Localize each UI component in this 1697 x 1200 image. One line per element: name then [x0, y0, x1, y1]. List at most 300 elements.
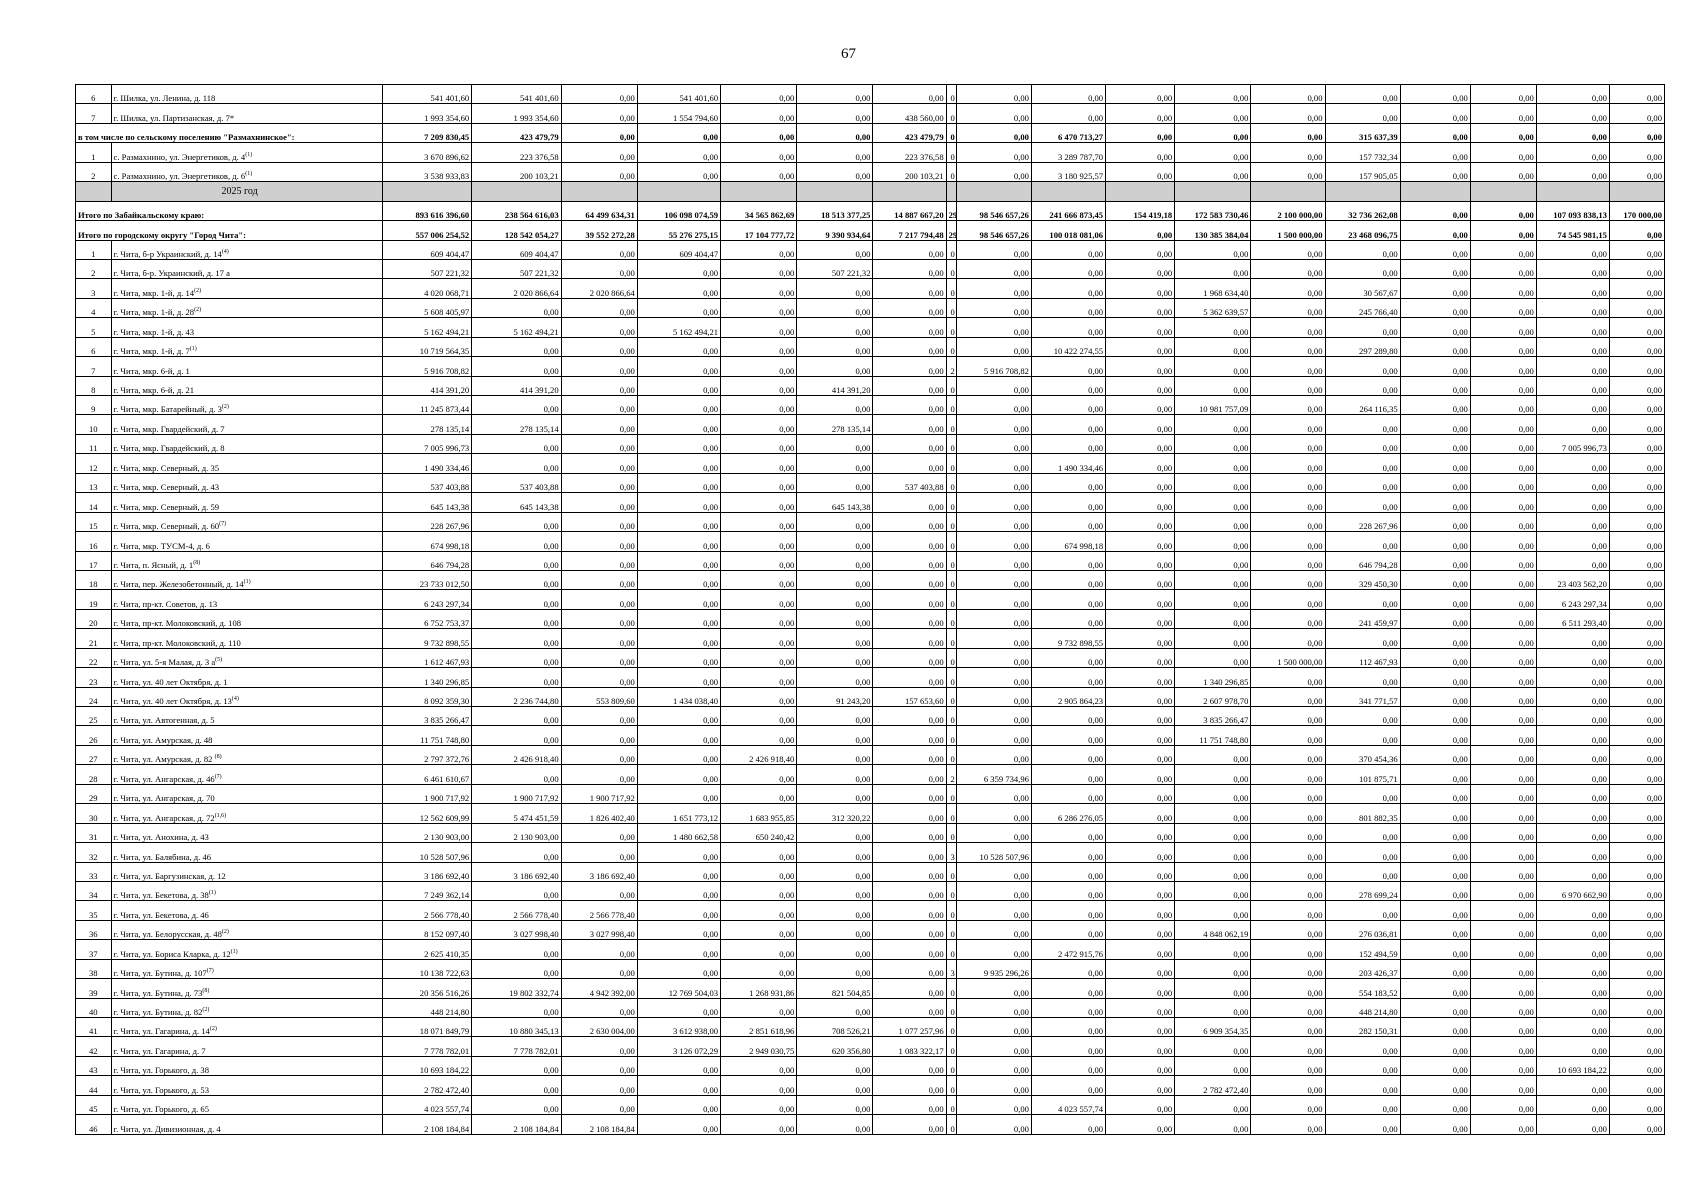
- value-cell: 0,00: [1470, 259, 1536, 278]
- value-cell: 200 103,21: [873, 162, 946, 181]
- value-cell: 0,00: [1536, 357, 1609, 376]
- value-cell: 0,00: [1251, 1018, 1325, 1037]
- value-cell: 0,00: [1609, 318, 1664, 337]
- value-cell: 0,00: [1175, 415, 1251, 434]
- value-cell: 6 243 297,34: [1536, 590, 1609, 609]
- value-cell: 0,00: [1175, 629, 1251, 648]
- value-cell: 0,00: [873, 765, 946, 784]
- value-cell: 0,00: [956, 998, 1031, 1017]
- value-cell: 0,00: [637, 940, 720, 959]
- value-cell: 7 209 830,45: [382, 123, 471, 142]
- value-cell: 0,00: [1106, 745, 1175, 764]
- value-cell: 0,00: [1031, 259, 1105, 278]
- value-cell: 893 616 396,60: [382, 201, 471, 220]
- row-number: 33: [76, 862, 112, 881]
- value-cell: 0,00: [472, 707, 561, 726]
- section-blank-cell: [956, 182, 1031, 201]
- value-cell: 0,00: [797, 881, 873, 900]
- value-cell: 0,00: [1251, 396, 1325, 415]
- table-body: [76, 85, 1665, 1135]
- value-cell: 0,00: [956, 551, 1031, 570]
- value-cell: 0,00: [472, 590, 561, 609]
- row-address: г. Чита, п. Ясный, д. 1$^{(8)}$: [111, 551, 382, 570]
- table-row: [76, 376, 1665, 395]
- value-cell: 0: [946, 123, 956, 142]
- value-cell: 0,00: [1106, 648, 1175, 667]
- value-cell: 0,00: [1400, 920, 1470, 939]
- table-row: [76, 454, 1665, 473]
- value-cell: 0,00: [1400, 590, 1470, 609]
- value-cell: 0: [946, 609, 956, 628]
- row-address: г. Чита, ул. Анохина, д. 43: [111, 823, 382, 842]
- row-address: г. Чита, мкр. Гвардейский, д. 8: [111, 434, 382, 453]
- value-cell: 0,00: [797, 920, 873, 939]
- value-cell: 674 998,18: [1031, 532, 1105, 551]
- table-row: [76, 512, 1665, 531]
- value-cell: 0,00: [1106, 1076, 1175, 1095]
- value-cell: 2 426 918,40: [721, 745, 797, 764]
- section-blank-cell: [1175, 182, 1251, 201]
- row-number: 6: [76, 85, 112, 104]
- value-cell: 0: [946, 707, 956, 726]
- value-cell: 0,00: [561, 629, 637, 648]
- value-cell: 0,00: [561, 357, 637, 376]
- value-cell: 0,00: [873, 823, 946, 842]
- row-address: г. Чита, мкр. Северный, д. 59: [111, 493, 382, 512]
- value-cell: 0,00: [561, 1037, 637, 1056]
- value-cell: 0: [946, 570, 956, 589]
- value-cell: 0,00: [721, 668, 797, 687]
- value-cell: 0,00: [1400, 1095, 1470, 1114]
- value-cell: 0,00: [1470, 959, 1536, 978]
- value-cell: 2: [946, 357, 956, 376]
- value-cell: 0,00: [1400, 493, 1470, 512]
- value-cell: 0,00: [561, 745, 637, 764]
- value-cell: 0,00: [1536, 920, 1609, 939]
- value-cell: 0,00: [1251, 1095, 1325, 1114]
- value-cell: 0: [946, 279, 956, 298]
- value-cell: 609 404,47: [472, 240, 561, 259]
- value-cell: 0,00: [721, 920, 797, 939]
- value-cell: 0,00: [1470, 298, 1536, 317]
- value-cell: 0,00: [1609, 823, 1664, 842]
- section-blank-cell: [1400, 182, 1470, 201]
- value-cell: 0,00: [637, 123, 720, 142]
- value-cell: 0,00: [1031, 104, 1105, 123]
- section-blank-cell: [1609, 182, 1664, 201]
- value-cell: 0,00: [797, 959, 873, 978]
- value-cell: 0: [946, 532, 956, 551]
- value-cell: 414 391,20: [472, 376, 561, 395]
- value-cell: 2 625 410,35: [382, 940, 471, 959]
- value-cell: 0,00: [1470, 726, 1536, 745]
- value-cell: 5 362 639,57: [1175, 298, 1251, 317]
- value-cell: 0,00: [797, 434, 873, 453]
- value-cell: 0,00: [1609, 862, 1664, 881]
- value-cell: 0,00: [1536, 396, 1609, 415]
- footnote-mark: (8): [193, 560, 201, 567]
- value-cell: 0,00: [1031, 298, 1105, 317]
- value-cell: 0,00: [1175, 940, 1251, 959]
- value-cell: 0,00: [1031, 959, 1105, 978]
- value-cell: 6 970 662,90: [1536, 881, 1609, 900]
- value-cell: 0,00: [1470, 162, 1536, 181]
- footnote-mark: (7): [214, 773, 222, 780]
- value-cell: 157 732,34: [1325, 143, 1400, 162]
- value-cell: 4 023 557,74: [382, 1095, 471, 1114]
- value-cell: 0: [946, 162, 956, 181]
- value-cell: 0: [946, 240, 956, 259]
- value-cell: 537 403,88: [873, 473, 946, 492]
- value-cell: 0,00: [873, 881, 946, 900]
- value-cell: 0,00: [637, 298, 720, 317]
- value-cell: 0,00: [1325, 415, 1400, 434]
- value-cell: 0,00: [1031, 862, 1105, 881]
- row-number: 25: [76, 707, 112, 726]
- value-cell: 0,00: [1251, 415, 1325, 434]
- value-cell: 0,00: [956, 415, 1031, 434]
- value-cell: 55 276 275,15: [637, 221, 720, 240]
- row-number: 3: [76, 279, 112, 298]
- value-cell: 0: [946, 318, 956, 337]
- value-cell: 0,00: [1251, 454, 1325, 473]
- value-cell: 2 130 903,00: [472, 823, 561, 842]
- value-cell: 0: [946, 901, 956, 920]
- value-cell: 0: [946, 473, 956, 492]
- value-cell: 0,00: [472, 998, 561, 1017]
- value-cell: 0,00: [1175, 318, 1251, 337]
- value-cell: 0,00: [1031, 1056, 1105, 1075]
- row-address: г. Чита, пер. Железобетонный, д. 14$^{(1)}$: [111, 570, 382, 589]
- value-cell: 0,00: [1470, 551, 1536, 570]
- value-cell: 0,00: [1175, 998, 1251, 1017]
- value-cell: 6 909 354,35: [1175, 1018, 1251, 1037]
- value-cell: 0,00: [1106, 979, 1175, 998]
- value-cell: 10 528 507,96: [956, 843, 1031, 862]
- row-address: г. Чита, ул. Ангарская, д. 72$^{(1,6)}$: [111, 804, 382, 823]
- value-cell: 0,00: [1400, 668, 1470, 687]
- value-cell: 152 494,59: [1325, 940, 1400, 959]
- value-cell: 0,00: [956, 240, 1031, 259]
- value-cell: 0: [946, 998, 956, 1017]
- value-cell: 645 143,38: [797, 493, 873, 512]
- value-cell: 0: [946, 551, 956, 570]
- footnote-mark: (7): [206, 968, 214, 975]
- value-cell: 0,00: [956, 629, 1031, 648]
- value-cell: 0,00: [1400, 959, 1470, 978]
- value-cell: 0: [946, 298, 956, 317]
- value-cell: 0,00: [797, 745, 873, 764]
- value-cell: 0,00: [956, 707, 1031, 726]
- value-cell: 0,00: [1400, 104, 1470, 123]
- value-cell: 4 848 062,19: [1175, 920, 1251, 939]
- value-cell: 0,00: [721, 104, 797, 123]
- value-cell: 0,00: [1400, 473, 1470, 492]
- value-cell: 10 693 184,22: [1536, 1056, 1609, 1075]
- value-cell: 0,00: [1031, 240, 1105, 259]
- value-cell: 0,00: [637, 726, 720, 745]
- value-cell: 0,00: [1251, 668, 1325, 687]
- value-cell: 557 006 254,52: [382, 221, 471, 240]
- value-cell: 0,00: [956, 726, 1031, 745]
- value-cell: 0,00: [1609, 745, 1664, 764]
- row-address: г. Чита, ул. Гагарина, д. 14$^{(2)}$: [111, 1018, 382, 1037]
- value-cell: 0,00: [561, 162, 637, 181]
- value-cell: 0,00: [1251, 959, 1325, 978]
- table-row: [76, 1076, 1665, 1095]
- value-cell: 8 092 359,30: [382, 687, 471, 706]
- value-cell: 74 545 981,15: [1536, 221, 1609, 240]
- value-cell: 0,00: [956, 473, 1031, 492]
- value-cell: 0,00: [1470, 337, 1536, 356]
- value-cell: 0,00: [1175, 959, 1251, 978]
- value-cell: 0,00: [1470, 979, 1536, 998]
- value-cell: 0,00: [1106, 532, 1175, 551]
- value-cell: 0,00: [1325, 104, 1400, 123]
- total-row: [76, 201, 1665, 220]
- value-cell: 0,00: [1175, 804, 1251, 823]
- value-cell: 0,00: [1175, 901, 1251, 920]
- row-number: 22: [76, 648, 112, 667]
- value-cell: 0,00: [637, 765, 720, 784]
- table-row: [76, 104, 1665, 123]
- value-cell: 0,00: [1609, 337, 1664, 356]
- row-address: г. Чита, ул. 40 лет Октября, д. 1: [111, 668, 382, 687]
- value-cell: 238 564 616,03: [472, 201, 561, 220]
- value-cell: 0,00: [1536, 1095, 1609, 1114]
- value-cell: 0: [946, 143, 956, 162]
- value-cell: 0,00: [637, 493, 720, 512]
- value-cell: 0,00: [956, 823, 1031, 842]
- value-cell: 0,00: [1325, 726, 1400, 745]
- value-cell: 0,00: [1251, 104, 1325, 123]
- value-cell: 0,00: [1175, 512, 1251, 531]
- value-cell: 0,00: [1400, 687, 1470, 706]
- value-cell: 0: [946, 415, 956, 434]
- table-row: [76, 1115, 1665, 1134]
- row-address: г. Чита, б-р Украинский, д. 14$^{(4)}$: [111, 240, 382, 259]
- value-cell: 0,00: [1031, 396, 1105, 415]
- value-cell: 0,00: [797, 123, 873, 142]
- value-cell: 107 093 838,13: [1536, 201, 1609, 220]
- row-address: г. Чита, мкр. 1-й, д. 7$^{(1)}$: [111, 337, 382, 356]
- value-cell: 0,00: [1536, 454, 1609, 473]
- value-cell: 276 036,81: [1325, 920, 1400, 939]
- value-cell: 0,00: [721, 298, 797, 317]
- table-row: [76, 707, 1665, 726]
- value-cell: 0,00: [637, 843, 720, 862]
- value-cell: 0: [946, 1018, 956, 1037]
- value-cell: 0,00: [721, 765, 797, 784]
- value-cell: 0,00: [873, 298, 946, 317]
- value-cell: 0,00: [1106, 143, 1175, 162]
- value-cell: 0,00: [1175, 532, 1251, 551]
- value-cell: 0,00: [873, 318, 946, 337]
- value-cell: 14 887 667,20: [873, 201, 946, 220]
- value-cell: 0,00: [637, 570, 720, 589]
- row-address: г. Чита, ул. Ангарская, д. 70: [111, 784, 382, 803]
- value-cell: 0,00: [561, 434, 637, 453]
- table-row: [76, 143, 1665, 162]
- value-cell: 1 490 334,46: [1031, 454, 1105, 473]
- value-cell: 646 794,28: [1325, 551, 1400, 570]
- value-cell: 0,00: [1609, 901, 1664, 920]
- value-cell: 0,00: [1609, 570, 1664, 589]
- footnote-mark: (8): [202, 987, 210, 994]
- value-cell: 0,00: [1470, 862, 1536, 881]
- value-cell: 112 467,93: [1325, 648, 1400, 667]
- table-row: [76, 959, 1665, 978]
- value-cell: 0,00: [956, 123, 1031, 142]
- value-cell: 0,00: [1106, 668, 1175, 687]
- value-cell: 2 236 744,80: [472, 687, 561, 706]
- value-cell: 0,00: [561, 609, 637, 628]
- row-number: 39: [76, 979, 112, 998]
- row-address: г. Чита, ул. Бекетова, д. 38$^{(1)}$: [111, 881, 382, 900]
- value-cell: 674 998,18: [382, 532, 471, 551]
- value-cell: 0,00: [1106, 279, 1175, 298]
- footnote-mark: (1): [243, 579, 251, 586]
- value-cell: 0,00: [1106, 804, 1175, 823]
- value-cell: 0,00: [1609, 532, 1664, 551]
- value-cell: 0,00: [873, 532, 946, 551]
- value-cell: 370 454,36: [1325, 745, 1400, 764]
- value-cell: 0,00: [637, 668, 720, 687]
- table-row: [76, 318, 1665, 337]
- value-cell: 0,00: [1470, 1018, 1536, 1037]
- value-cell: 11 751 748,80: [382, 726, 471, 745]
- value-cell: 0,00: [1609, 162, 1664, 181]
- value-cell: 0,00: [561, 765, 637, 784]
- value-cell: 0,00: [956, 396, 1031, 415]
- value-cell: 0,00: [637, 648, 720, 667]
- value-cell: 0,00: [1325, 590, 1400, 609]
- value-cell: 0,00: [873, 415, 946, 434]
- value-cell: 0,00: [1609, 512, 1664, 531]
- value-cell: 0,00: [721, 707, 797, 726]
- value-cell: 0,00: [873, 551, 946, 570]
- value-cell: 609 404,47: [382, 240, 471, 259]
- value-cell: 0,00: [1400, 726, 1470, 745]
- value-cell: 3 180 925,57: [1031, 162, 1105, 181]
- row-address: г. Чита, ул. Горького, д. 65: [111, 1095, 382, 1114]
- value-cell: 0,00: [1106, 376, 1175, 395]
- table-row: [76, 279, 1665, 298]
- value-cell: 0,00: [561, 707, 637, 726]
- budget-table: [75, 84, 1665, 1135]
- value-cell: 0,00: [797, 1115, 873, 1134]
- value-cell: 0,00: [561, 648, 637, 667]
- row-number: 12: [76, 454, 112, 473]
- value-cell: 157 653,60: [873, 687, 946, 706]
- row-number: 46: [76, 1115, 112, 1134]
- value-cell: 3: [946, 959, 956, 978]
- value-cell: 0,00: [1251, 493, 1325, 512]
- value-cell: 0,00: [1536, 85, 1609, 104]
- value-cell: 1 480 662,58: [637, 823, 720, 842]
- value-cell: 0,00: [1251, 376, 1325, 395]
- value-cell: 0,00: [1325, 454, 1400, 473]
- value-cell: 0,00: [1470, 376, 1536, 395]
- value-cell: 0,00: [1175, 473, 1251, 492]
- value-cell: 0,00: [1609, 85, 1664, 104]
- value-cell: 0,00: [797, 1076, 873, 1095]
- value-cell: 0,00: [1609, 590, 1664, 609]
- row-number: 37: [76, 940, 112, 959]
- row-number: 41: [76, 1018, 112, 1037]
- value-cell: 2 100 000,00: [1251, 201, 1325, 220]
- value-cell: 0,00: [1325, 1115, 1400, 1134]
- table-row: [76, 570, 1665, 589]
- value-cell: 0,00: [1251, 532, 1325, 551]
- value-cell: 0,00: [1536, 162, 1609, 181]
- value-cell: 0,00: [1400, 979, 1470, 998]
- value-cell: 0,00: [561, 570, 637, 589]
- value-cell: 0,00: [1536, 123, 1609, 142]
- value-cell: 0,00: [1609, 804, 1664, 823]
- value-cell: 0,00: [873, 85, 946, 104]
- value-cell: 0,00: [1470, 1095, 1536, 1114]
- value-cell: 0,00: [1536, 240, 1609, 259]
- value-cell: 0,00: [1325, 1037, 1400, 1056]
- value-cell: 0,00: [873, 804, 946, 823]
- value-cell: 0,00: [956, 104, 1031, 123]
- table-row: [76, 920, 1665, 939]
- value-cell: 0,00: [561, 668, 637, 687]
- value-cell: 0,00: [1536, 745, 1609, 764]
- total-label: Итого по городскому округу "Город Чита":: [76, 221, 383, 240]
- value-cell: 3 186 692,40: [561, 862, 637, 881]
- value-cell: 0,00: [873, 707, 946, 726]
- value-cell: 0,00: [637, 998, 720, 1017]
- value-cell: 0,00: [561, 843, 637, 862]
- value-cell: 0,00: [1251, 843, 1325, 862]
- value-cell: 0,00: [1470, 396, 1536, 415]
- value-cell: 0,00: [1400, 707, 1470, 726]
- value-cell: 0,00: [1251, 1037, 1325, 1056]
- value-cell: 0: [946, 648, 956, 667]
- value-cell: 0,00: [1400, 162, 1470, 181]
- value-cell: 18 513 377,25: [797, 201, 873, 220]
- total-label: Итого по Забайкальскому краю:: [76, 201, 383, 220]
- value-cell: 0,00: [721, 434, 797, 453]
- footnote-mark: (1): [245, 171, 253, 178]
- value-cell: 0,00: [1609, 298, 1664, 317]
- value-cell: 0,00: [797, 707, 873, 726]
- row-address: г. Чита, мкр. Батарейный, д. 3$^{(2)}$: [111, 396, 382, 415]
- value-cell: 0,00: [1106, 434, 1175, 453]
- value-cell: 200 103,21: [472, 162, 561, 181]
- value-cell: 0,00: [1400, 804, 1470, 823]
- table-row: [76, 551, 1665, 570]
- value-cell: 0,00: [873, 259, 946, 278]
- value-cell: 0,00: [797, 648, 873, 667]
- value-cell: 0,00: [1251, 862, 1325, 881]
- value-cell: 0,00: [637, 920, 720, 939]
- value-cell: 0,00: [1609, 123, 1664, 142]
- value-cell: 0,00: [797, 318, 873, 337]
- value-cell: 2 020 866,64: [472, 279, 561, 298]
- value-cell: 0,00: [1251, 707, 1325, 726]
- value-cell: 0,00: [1400, 240, 1470, 259]
- value-cell: 0,00: [1609, 396, 1664, 415]
- value-cell: 0,00: [1609, 415, 1664, 434]
- value-cell: 0,00: [1031, 570, 1105, 589]
- row-number: 19: [76, 590, 112, 609]
- value-cell: 0,00: [721, 473, 797, 492]
- value-cell: 0,00: [721, 1056, 797, 1075]
- value-cell: 0,00: [1470, 434, 1536, 453]
